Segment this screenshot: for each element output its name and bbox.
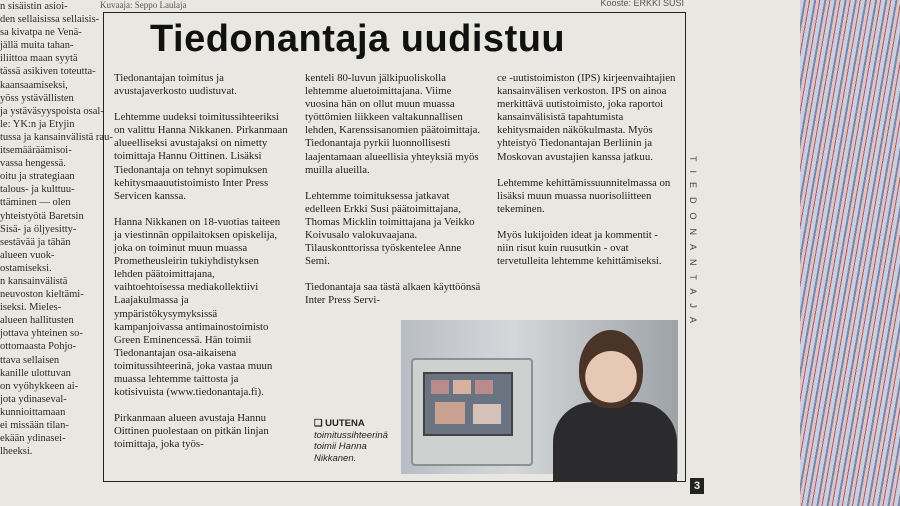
- paragraph: Hanna Nikkanen on 18-vuotias taiteen ja viestinnän oppilaitoksen opiskelija, joka on toiminut muun muassa Prometheusleirin tukiyhdistyksen lehden päätoimittajana, vaihtoehtoisessa mediakollektiivi Laajakulmassa ja ympäristökysymyksissä kampanjoivassa antimainostoimisto Green Eminencessä. Hän toimii Tiedonantajan osa-aikaisena toimitussihteerinä, joka vastaa muun muassa lehtemme taittosta ja kotisivuista (www.tiedonantaja.fi).: [114, 215, 281, 399]
- previous-column-line: vassa hengessä.: [0, 158, 66, 170]
- previous-column-line: iliittoa maan syytä: [0, 53, 78, 65]
- previous-column-line: kanille ulottuvan: [0, 367, 71, 379]
- previous-column-line: ttava sellaisen: [0, 354, 60, 366]
- article-headline: Tiedonantaja uudistuu: [150, 18, 566, 60]
- previous-column-line: on vyöhykkeen ai-: [0, 380, 79, 392]
- previous-column-line: neuvoston kieltämi-: [0, 289, 84, 301]
- previous-column-line: tussa ja kansainvälistä rau-: [0, 131, 113, 143]
- paragraph: Pirkanmaan alueen avustaja Hannu Oittinen puolestaan on pitkän linjan toimittaja, joka työs-: [114, 412, 269, 451]
- previous-column-line: n sisäistin asioi-: [0, 1, 68, 12]
- caption-bullet-icon: ❑: [314, 418, 326, 429]
- previous-column-line: jällä muita tahan-: [0, 40, 74, 52]
- previous-column-line: le: YK:n ja Etyjin: [0, 118, 75, 130]
- previous-column-line: yhteistyötä Baretsin: [0, 210, 84, 222]
- paragraph: Lehtemme kehittämissuunnitelmassa on lisäksi muun muassa nuorisoliitteen tekeminen.: [497, 176, 671, 215]
- paragraph: Lehtemme toimituksessa jatkavat edelleen Erkki Susi päätoimittajana, Thomas Micklin toimittajana ja Veikko Koivusalo valokuvaajana. Tilauskonttorissa työskentelee Anne Semi.: [305, 189, 475, 268]
- previous-article-column: [0, 0, 113, 506]
- page-header: [100, 0, 690, 12]
- article-column-3: [497, 72, 677, 268]
- previous-column-line: alueen vuok-: [0, 249, 55, 261]
- previous-column-line: ttäminen — olen: [0, 197, 71, 209]
- previous-column-line: ja ystäväsyyspoista osal-: [0, 105, 104, 117]
- previous-column-line: alueen hallitusten: [0, 315, 74, 327]
- caption-title: UUTENA: [325, 418, 365, 429]
- paragraph: Tiedonantaja saa tästä alkaen käyttöönsä Inter Press Servi-: [305, 281, 481, 307]
- page-number: 3: [690, 478, 704, 494]
- previous-column-line: iseksi. Mieles-: [0, 302, 62, 314]
- caption-title-line: [314, 418, 404, 430]
- paragraph: Lehtemme uudeksi toimitussihteeriksi on valittu Hanna Nikkanen. Pirkanmaan alueelliseksi avustajaksi on nimetty toimittaja Hannu Oittinen. Lisäksi Tiedonantaja on tehnyt sopimuksen kehitysmaauutistoimisto Inter Press Servicen kanssa.: [114, 111, 288, 202]
- previous-column-line: tässä asikiven toteutta-: [0, 66, 96, 78]
- previous-column-line: kunnioittamaan: [0, 406, 66, 418]
- paragraph: Myös lukijoiden ideat ja kommentit - niin risut kuin ruusutkin - ovat tervetulleita lehtemme kehittämiseksi.: [497, 228, 662, 268]
- previous-column-line: ostamiseksi.: [0, 262, 52, 274]
- paragraph: ce -uutistoimiston (IPS) kirjeenvaihtajien kansainvälisen verkoston. IPS on ainoa merkittävä uutistoimisto, joka raportoi kansainvälisistä tapahtumista kehitysmaiden näkökulmasta. Myös yhteistyö Tiedonantajan Berliinin ja Moskovan avustajien kanssa jatkuu.: [497, 72, 676, 163]
- paragraph: kenteli 80-luvun jälkipuoliskolla lehtemme aluetoimittajana. Viime vuosina hän on ollut muun muassa työttömien liikkeen valtakunnallisen lehden, Karenssisanomien päätoimittaja. Tiedonantaja pyrkii luonnollisesti laajentamaan alueellisia yhteyksiä myös muilla alueilla.: [305, 72, 481, 176]
- header-right: Kooste: ERKKI SUSI: [600, 0, 684, 8]
- previous-column-line: ei missään tilan-: [0, 420, 69, 431]
- article-photo: [401, 320, 678, 474]
- previous-column-line: ekään ydinasei-: [0, 433, 66, 445]
- vertical-masthead: TIEDONANTAJA: [688, 156, 698, 332]
- caption-body: toimitussihteerinä toimii Hanna Nikkanen.: [314, 429, 388, 464]
- previous-column-line: itsemääräämisoi-: [0, 145, 72, 157]
- previous-column-line: yöss ystävällisten: [0, 92, 74, 104]
- header-left: Kuvaaja: Seppo Laulaja: [100, 0, 187, 10]
- previous-column-line: lheeksi.: [0, 446, 33, 458]
- previous-column-line: sa kivatpa ne Venä-: [0, 27, 82, 39]
- person-body: [553, 402, 677, 482]
- previous-column-line: jottava yhteinen so-: [0, 328, 83, 340]
- previous-column-line: talous- ja kulttuu-: [0, 184, 75, 196]
- paragraph: Tiedonantajan toimitus ja avustajaverkosto uudistuvat.: [114, 72, 237, 98]
- article-column-2: [305, 72, 485, 308]
- article-column-1: [114, 72, 288, 451]
- previous-column-line: n kansainvälistä: [0, 275, 68, 287]
- previous-column-line: kaansaamiseksi,: [0, 79, 68, 91]
- previous-column-line: den sellaisissa sellaisis-: [0, 14, 100, 26]
- photo-caption: [314, 418, 404, 464]
- previous-column-line: oitu ja strategiaan: [0, 171, 75, 183]
- previous-column-line: sestävää ja tähän: [0, 236, 71, 248]
- computer-monitor: [411, 358, 533, 466]
- person-head: [579, 330, 643, 408]
- previous-column-line: jota ydinaseval-: [0, 393, 67, 405]
- previous-column-line: Sisä- ja öljyesitty-: [0, 223, 77, 235]
- monitor-screen: [423, 372, 513, 436]
- previous-column-line: ottomaasta Pohjo-: [0, 341, 77, 353]
- background-fabric: [800, 0, 900, 506]
